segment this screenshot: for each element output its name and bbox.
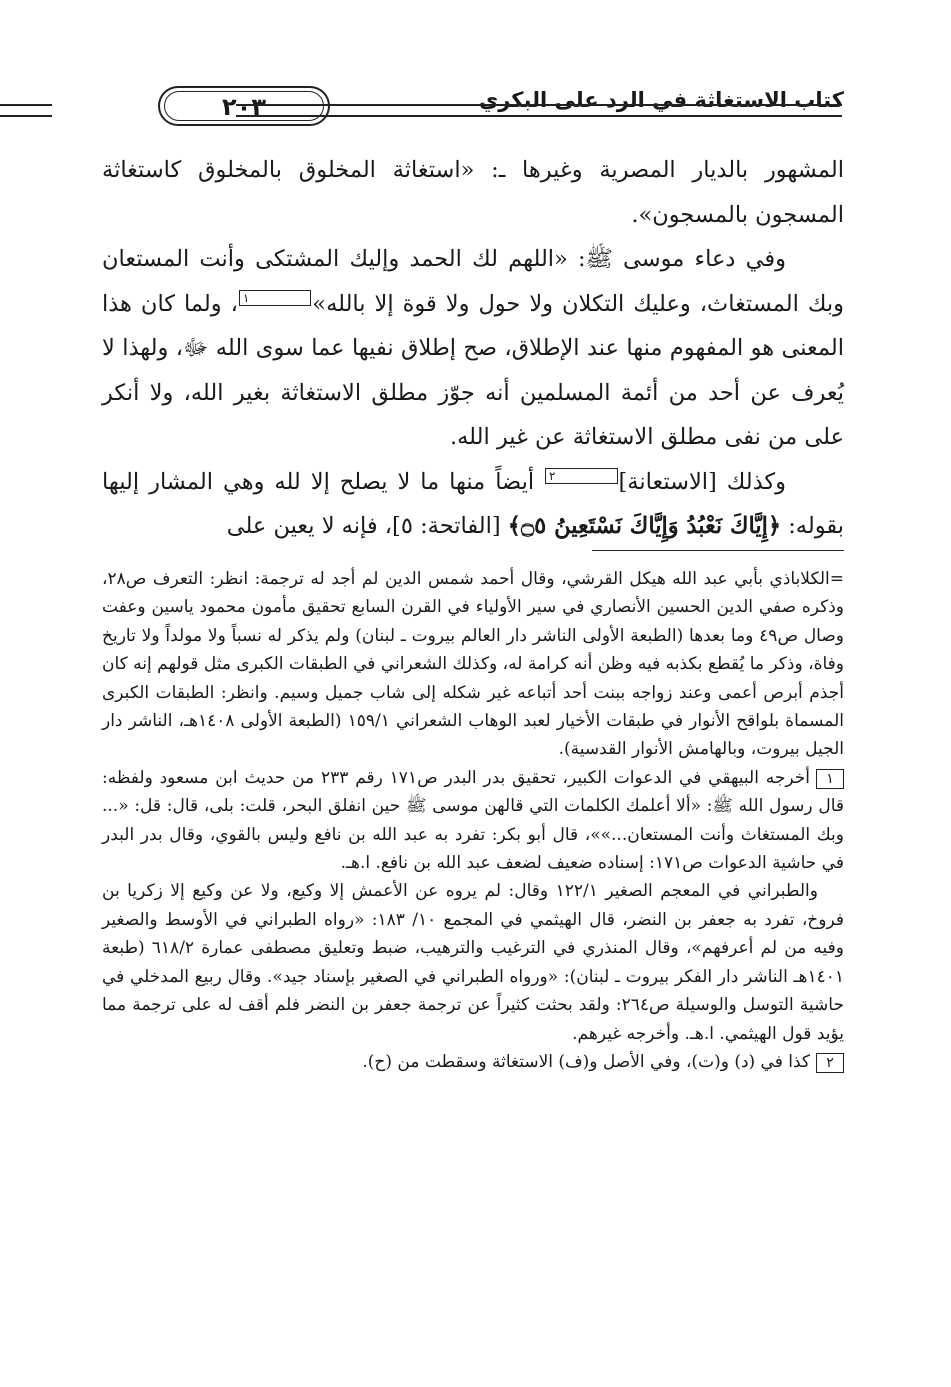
footnote-divider [592,550,844,551]
paragraph-3-text-c: [الفاتحة: ٥]، فإنه لا يعين على [226,513,508,539]
paragraph-2-text-b: ، ولما كان هذا المعنى هو المفهوم منها عند الإطلاق، صح إطلاق نفيها عما سوى الله ﷻ، ولهذا لا يُعرف عن أحد من أئمة المسلمين أنه جوّز مطلق الاستغاثة بغير الله، ولا أنكر على من نفى مطلق الاستغاثة عن غير الله. [102,290,844,450]
footnote-2 [102,1048,844,1076]
footnote-1-text: أخرجه البيهقي في الدعوات الكبير، تحقيق بدر البدر ص١٧١ رقم ٢٣٣ من حديث ابن مسعود ولفظه: قال رسول الله ﷺ: «ألا أعلمك الكلمات التي قالهن موسى ﷺ حين انفلق البحر، قلت: بلى، قال: قل: «... وبك المستغاث وأنت المستعان...»»، قال أبو بكر: تفرد به عبد الله بن نافع وليس بالقوي، وقال بدر البدر في حاشية الدعوات ص١٧١: إسناده ضعيف لضعف عبد الله بن نافع. ا.هـ. [102,767,844,874]
quran-verse: ﴿إِيَّاكَ نَعْبُدُ وَإِيَّاكَ نَسْتَعِينُ ۝٥﴾ [507,513,782,539]
paragraph-3-text-b: أيضاً منها ما لا يصلح إلا لله وهي المشار إليها بقوله: [102,468,844,539]
paragraph-2 [102,237,844,460]
header-rule-left [0,104,52,117]
footnotes [102,565,844,1076]
paragraph-2-text-a: وفي دعاء موسى ﷺ: «اللهم لك الحمد وإليك المشتكى وأنت المستعان وبك المستغاث، وعليك التكلان ولا حول ولا قوة إلا بالله» [102,246,844,317]
paragraph-3-text-a: وكذلك [الاستعانة] [618,468,786,495]
paragraph-3 [102,460,844,549]
footnote-2-text: كذا في (د) و(ت)، وفي الأصل و(ف) الاستغاثة وسقطت من (ح). [362,1051,810,1072]
header-rule-right [236,104,842,117]
page-number: ٢٠٣ [164,91,324,121]
paragraph-1: المشهور بالديار المصرية وغيرها ـ: «استغاثة المخلوق بالمخلوق كاستغاثة المسجون بالمسجون». [102,157,844,228]
footnote-1-number: ١ [816,769,844,789]
footnote-1 [102,764,844,878]
footnote-ref-1[interactable]: ١ [239,290,311,306]
book-title: كتاب الاستغاثة في الرد على البكري [478,88,844,112]
footnote-2-number: ٢ [816,1053,844,1073]
footnote-ref-2[interactable]: ٢ [545,468,617,484]
main-text [102,148,844,549]
page-header [102,78,844,126]
footnote-continued: =الكلاباذي بأبي عبد الله هيكل القرشي، وقال أحمد شمس الدين لم أجد له ترجمة: انظر: التعرف ص٢٨، وذكره صفي الدين الحسين الأنصاري في سير الأولياء في القرن السابع تحقيق مأمون محمود ياسين وعفت وصال ص٤٩ وما بعدها (الطبعة الأولى الناشر دار العالم بيروت ـ لبنان) ولم يذكر له نسباً ولا مولداً ولا تاريخ وفاة، وذكر ما يُقطع بكذبه فيه وظن أنه كرامة له، وكذلك الشعراني في الطبقات الكبرى مثل قولهم إنه كان أجذم أبرص أعمى وعند زواجه ببنت أحد أتباعه غير شكله إلى شاب جميل وسيم. وانظر: الطبقات الكبرى المسماة بلواقح الأنوار في طبقات الأخيار لعبد الوهاب الشعراني ١٥٩/١ (الطبعة الأولى ١٤٠٨هـ، الناشر دار الجيل بيروت، وبالهامش الأنوار القدسية). [102,569,844,760]
footnote-1-continued: والطبراني في المعجم الصغير ١٢٢/١ وقال: لم يروه عن الأعمش إلا وكيع، ولا عن وكيع إلا زكريا بن فروخ، تفرد به جعفر بن النضر، قال الهيثمي في المجمع ١٠/ ١٨٣: «رواه الطبراني في الأوسط والصغير وفيه من لم أعرفهم»، وقال المنذري في الترغيب والترهيب، ضبط وتعليق مصطفى عمارة ٦١٨/٢ (طبعة ١٤٠١هـ الناشر دار الفكر بيروت ـ لبنان): «ورواه الطبراني في الصغير بإسناد جيد». وقال ربيع المدخلي في حاشية التوسل والوسيلة ص٢٦٤: ولقد بحثت كثيراً عن ترجمة جعفر بن النضر فلم أقف له على ترجمة مما يؤيد قول الهيثمي. ا.هـ. وأخرجه غيرهم. [102,881,845,1044]
